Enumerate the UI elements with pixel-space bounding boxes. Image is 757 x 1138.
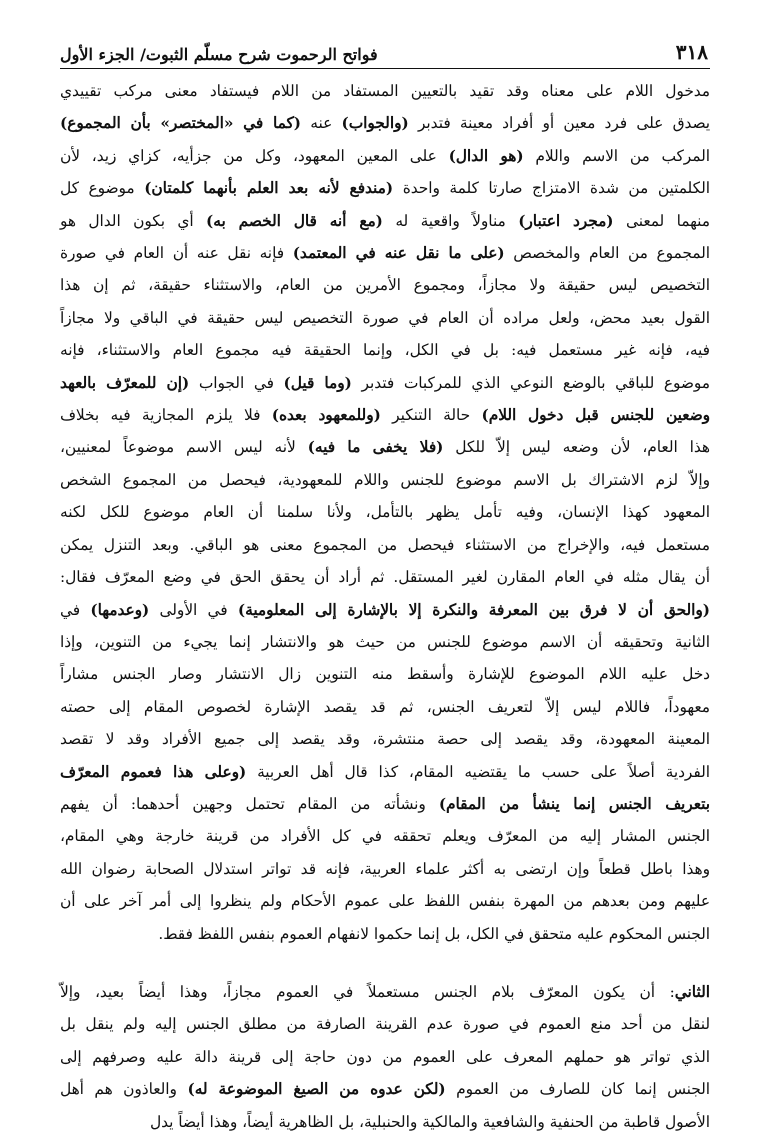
commentary-text: دخل عليه اللام الموضوع للإشارة وأسقط منه التنوين زال الانتشار وصار الجنس مشاراً — [60, 665, 710, 684]
page-header — [60, 20, 710, 69]
text-line — [60, 140, 710, 172]
bold-matn-text: (على ما نقل عنه في المعتمد) — [292, 244, 505, 263]
bold-matn-text: الثاني — [674, 982, 710, 1001]
text-line — [60, 334, 710, 366]
bold-matn-text: (وعدمها) — [90, 600, 150, 619]
bold-matn-text: (فلا يخفى ما فيه) — [307, 438, 444, 457]
text-line — [60, 626, 710, 658]
commentary-text: حالة التنكير — [380, 406, 482, 425]
commentary-text: موضوع للباقي بالوضع النوعي الذي للمركبات فتدبر — [351, 373, 710, 392]
commentary-text: الجنس المحكوم عليه متحقق في الكل، بل إنما حكموا لانفهام العموم بنفس اللفظ فقط. — [158, 924, 710, 943]
commentary-text: الأصول قاطبة من الحنفية والشافعية والمالكية والحنبلية، بل الظاهرية أيضاً، وهذا أيضاً يدل — [149, 1112, 710, 1131]
commentary-text: عليهم ومن بعدهم من المهرة بنفس اللفظ على عموم الأحكام ولم ينظروا إلى أمر آخر على أن — [60, 892, 710, 911]
text-line — [60, 976, 710, 1008]
text-line — [60, 918, 710, 950]
text-line — [60, 107, 710, 139]
commentary-text: المركب من الاسم واللام — [523, 146, 710, 165]
text-line — [60, 561, 710, 593]
text-line — [60, 302, 710, 334]
commentary-text: والعاذون هم أهل — [60, 1080, 188, 1099]
commentary-text: الجنس إنما كان للصارف من العموم — [445, 1080, 710, 1099]
text-line — [60, 820, 710, 852]
commentary-text: لنقل من أحد منع العموم في صورة عدم القرينة الصارفة من مطلق الجنس إليه ولم ينقل بل — [60, 1015, 710, 1034]
commentary-text: المجموع من العام والمخصص — [504, 244, 711, 263]
bold-matn-text: (والحق أن لا فرق بين المعرفة والنكرة إلا بالإشارة إلى المعلومية) — [237, 600, 710, 619]
commentary-text: مناولاً واقعية له — [382, 211, 519, 230]
text-line — [60, 237, 710, 269]
commentary-text: فلا يلزم المجازية فيه بخلاف — [60, 406, 272, 425]
text-line — [60, 723, 710, 755]
text-line — [60, 658, 710, 690]
commentary-text: فيه، فإنه غير مستعمل فيه: بل في الكل، وإنما الحقيقة فيه مجموع العام والاستثناء، فإنه — [60, 341, 710, 360]
commentary-text: مدخول اللام على معناه وقد تقيد بالتعيين المستفاد من اللام فيستفاد معنى مركب تقييدي — [60, 82, 710, 100]
commentary-text: مستعمل فيه، والإخراج من الاستثناء فيحصل من المجموع معنى هو الباقي. وبعد التنزل يمكن — [60, 535, 710, 554]
commentary-text: الذي تواتر هو حملهم المعرف على العموم من دون حاجة إلى قرينة دالة عليه وصرفهم إلى — [60, 1047, 710, 1066]
page-body — [60, 69, 710, 1138]
bold-matn-text: (وللمعهود بعده) — [271, 406, 381, 425]
bold-matn-text: (هو الدال) — [448, 146, 524, 165]
text-line — [60, 431, 710, 463]
text-line — [60, 1073, 710, 1105]
text-line — [60, 529, 710, 561]
commentary-text: عنه — [301, 114, 342, 133]
text-line — [60, 496, 710, 528]
paragraph-second-aspect — [60, 976, 710, 1138]
text-line — [60, 464, 710, 496]
commentary-text: الثانية وتحقيقه أن الاسم موضوع للجنس من حيث هو والانتشار إنما يجيء من التنوين، وإذا — [60, 632, 710, 651]
bold-matn-text: وضعين للجنس قبل دخول اللام) — [481, 406, 710, 425]
text-line — [60, 691, 710, 723]
commentary-text: لأنه ليس الاسم موضوعاً لمعنيين، — [60, 438, 308, 457]
commentary-text: التخصيص ليس حقيقة ولا مجازاً، ومجموع الأمرين من العام، والاستثناء حقيقة، ثم إن هذا — [60, 276, 710, 295]
text-line — [60, 1106, 710, 1138]
commentary-text: ونشأته من المقام تحتمل وجهين أحدهما: أن يفهم — [60, 794, 439, 813]
bold-matn-text: (وعلى هذا فعموم المعرّف — [60, 762, 247, 781]
commentary-text: الجنس المشار إليه من المعرّف ويعلم تحققه في كل الأفراد من قرينة خارجة وهي المقام، — [60, 827, 710, 846]
commentary-text: فإنه نقل عنه أن العام في صورة — [60, 244, 293, 263]
commentary-text: الكلمتين من شدة الامتزاج صارتا كلمة واحدة — [393, 179, 710, 198]
text-line — [60, 1008, 710, 1040]
commentary-text: أي بكون الدال هو — [60, 211, 207, 230]
bold-matn-text: (كما في «المختصر» بأن المجموع) — [60, 114, 301, 133]
text-line — [60, 75, 710, 107]
commentary-text: المعهود كهذا الإنسان، وفيه تأمل يظهر بالتأمل، ولأنا سلمنا أن العام موضوع للكل لكنه — [60, 503, 710, 522]
text-line — [60, 172, 710, 204]
commentary-text: موضوع كل — [60, 179, 145, 198]
text-line — [60, 367, 710, 399]
paragraph-gap — [60, 950, 710, 976]
commentary-text: القول بعيد محض، ولعل مراده أن العام في صورة التخصيص ليس حقيقة في الباقي ولا مجازاً — [60, 308, 710, 327]
text-line — [60, 1041, 710, 1073]
bold-matn-text: (مندفع لأنه بعد العلم بأنهما كلمتان) — [144, 179, 394, 198]
commentary-text: في الجواب — [189, 373, 284, 392]
commentary-text: الفردية أصلاً على حسب ما يقتضيه المقام، كذا قال أهل العربية — [246, 762, 710, 781]
text-line — [60, 756, 710, 788]
page-number: ٣١٨ — [675, 40, 708, 64]
text-line — [60, 399, 710, 431]
commentary-text: وإلاّ لزم الاشتراك بل الاسم موضوع للجنس واللام للمعهودية، فيحصل من المجموع الشخص — [60, 470, 710, 489]
bold-matn-text: (مع أنه قال الخصم به) — [206, 211, 383, 230]
commentary-text: منهما لمعنى — [613, 211, 710, 230]
bold-matn-text: (إن للمعرّف بالعهد — [60, 373, 190, 392]
commentary-text: : أن يكون المعرّف بلام الجنس مستعملاً في العموم مجازاً، وهذا أيضاً بعيد، وإلاّ — [60, 982, 675, 1001]
text-line — [60, 788, 710, 820]
commentary-text: معهوداً، فاللام ليس إلاّ لتعريف الجنس، ثم قد يقصد الإشارة لخصوص المقام إلى حصته — [60, 697, 710, 716]
commentary-text: المعينة المعهودة، وقد يقصد إلى حصة منتشرة، وقد يقصد إلى جميع الأفراد وقد لا تقصد — [60, 730, 710, 749]
commentary-text: وهذا باطل قطعاً وإن ارتضى به أكثر علماء العربية، فإنه قد تواتر استدلال الصحابة رضوان الله — [60, 859, 710, 878]
book-page — [60, 20, 710, 1138]
commentary-text: في الأولى — [149, 600, 238, 619]
commentary-text: على المعين المعهود، وكل من جزأيه، كزاي زيد، لأن — [60, 146, 449, 165]
bold-matn-text: (لكن عدوه من الصيغ الموضوعة له) — [187, 1080, 446, 1099]
commentary-text: أن يقال مثله في العام المقارن لغير المستقل. ثم أراد أن يحقق الحق في وضع المعرّف فقال: — [60, 568, 710, 587]
text-line — [60, 594, 710, 626]
bold-matn-text: (مجرد اعتبار) — [518, 211, 614, 230]
text-line — [60, 853, 710, 885]
running-title: فواتح الرحموت شرح مسلّم الثبوت/ الجزء الأول — [60, 45, 378, 64]
paragraph-commentary — [60, 75, 710, 950]
bold-matn-text: (وما قيل) — [283, 373, 352, 392]
bold-matn-text: بتعريف الجنس إنما ينشأ من المقام) — [438, 794, 710, 813]
commentary-text: في — [60, 600, 91, 619]
commentary-text: يصدق على فرد معين أو أفراد معينة فتدبر — [408, 114, 711, 133]
text-line — [60, 269, 710, 301]
text-line — [60, 885, 710, 917]
commentary-text: هذا العام، لأن وضعه ليس إلاّ للكل — [443, 438, 711, 457]
text-line — [60, 205, 710, 237]
bold-matn-text: (والجواب) — [341, 114, 409, 133]
